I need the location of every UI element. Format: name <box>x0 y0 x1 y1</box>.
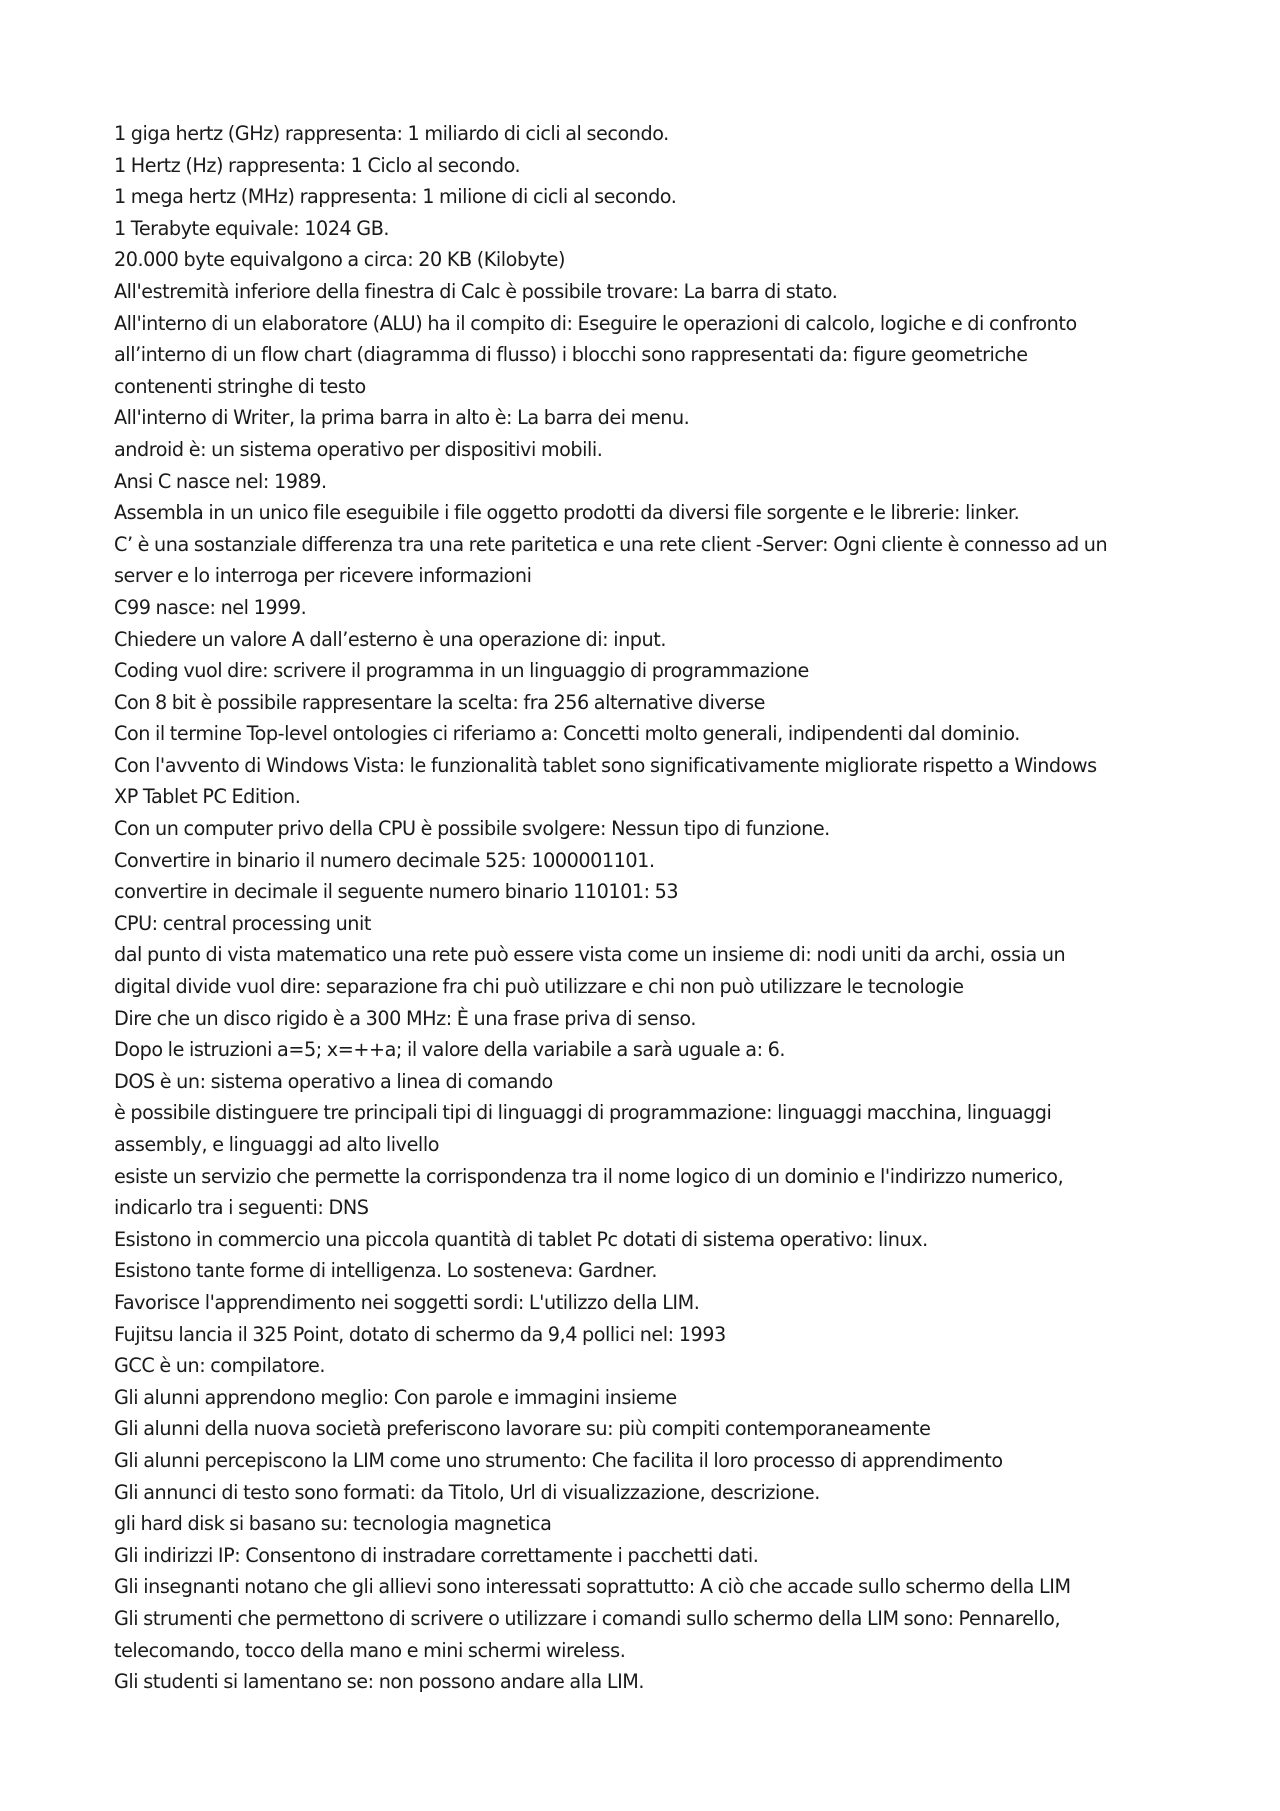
text-line: convertire in decimale il seguente numero binario 110101: 53 <box>114 880 679 904</box>
text-line: All'estremità inferiore della finestra di Calc è possibile trovare: La barra di stato. <box>114 279 838 303</box>
text-line: Coding vuol dire: scrivere il programma in un linguaggio di programmazione <box>114 659 809 683</box>
text-line: Fujitsu lancia il 325 Point, dotato di schermo da 9,4 pollici nel: 1993 <box>114 1322 726 1346</box>
text-line: contenenti stringhe di testo <box>114 374 366 398</box>
text-line: Gli studenti si lamentano se: non possono andare alla LIM. <box>114 1670 645 1694</box>
text-line: esiste un servizio che permette la corrispondenza tra il nome logico di un dominio e l'indirizzo numerico, <box>114 1164 1064 1188</box>
text-line: Gli insegnanti notano che gli allievi sono interessati soprattutto: A ciò che accade sullo schermo della LIM <box>114 1575 1071 1599</box>
text-line: Con un computer privo della CPU è possibile svolgere: Nessun tipo di funzione. <box>114 817 830 841</box>
text-line: GCC è un: compilatore. <box>114 1354 326 1378</box>
text-line: All'interno di un elaboratore (ALU) ha il compito di: Eseguire le operazioni di calcolo, logiche e di confronto <box>114 311 1077 335</box>
text-line: Dopo le istruzioni a=5; x=++a; il valore della variabile a sarà uguale a: 6. <box>114 1038 786 1062</box>
text-line: Con 8 bit è possibile rappresentare la scelta: fra 256 alternative diverse <box>114 690 766 714</box>
text-line: Assembla in un unico file eseguibile i file oggetto prodotti da diversi file sorgente e le librerie: linker. <box>114 501 1020 525</box>
text-line: Gli alunni della nuova società preferiscono lavorare su: più compiti contemporaneamente <box>114 1417 931 1441</box>
text-line: DOS è un: sistema operativo a linea di comando <box>114 1069 553 1093</box>
text-line: XP Tablet PC Edition. <box>114 785 301 809</box>
text-line: Gli annunci di testo sono formati: da Titolo, Url di visualizzazione, descrizione. <box>114 1480 820 1504</box>
text-line: Ansi C nasce nel: 1989. <box>114 469 327 493</box>
text-line: 1 giga hertz (GHz) rappresenta: 1 miliardo di cicli al secondo. <box>114 122 669 145</box>
text-line: indicarlo tra i seguenti: DNS <box>114 1196 369 1220</box>
text-line: Con il termine Top-level ontologies ci riferiamo a: Concetti molto generali, indipendenti dal dominio. <box>114 722 1020 746</box>
text-line: Esistono in commercio una piccola quantità di tablet Pc dotati di sistema operativo: linux. <box>114 1227 928 1251</box>
text-line: 1 mega hertz (MHz) rappresenta: 1 milione di cicli al secondo. <box>114 185 677 209</box>
text-line: android è: un sistema operativo per dispositivi mobili. <box>114 437 603 461</box>
text-line: Gli alunni apprendono meglio: Con parole e immagini insieme <box>114 1385 677 1409</box>
text-line: Favorisce l'apprendimento nei soggetti sordi: L'utilizzo della LIM. <box>114 1290 700 1314</box>
text-line: Con l'avvento di Windows Vista: le funzionalità tablet sono significativamente migliorate rispetto a Windows <box>114 753 1097 777</box>
text-line: all’interno di un flow chart (diagramma di flusso) i blocchi sono rappresentati da: figure geometriche <box>114 343 1028 367</box>
text-line: server e lo interroga per ricevere informazioni <box>114 564 532 588</box>
text-line: C99 nasce: nel 1999. <box>114 595 307 619</box>
text-line: Gli alunni percepiscono la LIM come uno strumento: Che facilita il loro processo di apprendimento <box>114 1448 1003 1472</box>
text-line: Gli strumenti che permettono di scrivere o utilizzare i comandi sullo schermo della LIM sono: Pennarello, <box>114 1606 1061 1630</box>
text-line: 1 Hertz (Hz) rappresenta: 1 Ciclo al secondo. <box>114 153 521 177</box>
text-line: è possibile distinguere tre principali tipi di linguaggi di programmazione: linguaggi macchina, linguaggi <box>114 1101 1052 1125</box>
text-line: telecomando, tocco della mano e mini schermi wireless. <box>114 1638 626 1662</box>
text-line: Esistono tante forme di intelligenza. Lo sosteneva: Gardner. <box>114 1259 658 1283</box>
text-line: digital divide vuol dire: separazione fra chi può utilizzare e chi non può utilizzare le tecnologie <box>114 975 964 999</box>
text-line: assembly, e linguaggi ad alto livello <box>114 1133 439 1156</box>
text-line: 1 Terabyte equivale: 1024 GB. <box>114 216 390 240</box>
text-line: 20.000 byte equivalgono a circa: 20 KB (Kilobyte) <box>114 248 566 272</box>
text-line: gli hard disk si basano su: tecnologia magnetica <box>114 1512 552 1536</box>
text-line: All'interno di Writer, la prima barra in alto è: La barra dei menu. <box>114 406 690 430</box>
text-line: Chiedere un valore A dall’esterno è una operazione di: input. <box>114 627 666 651</box>
text-line: Gli indirizzi IP: Consentono di instradare correttamente i pacchetti dati. <box>114 1543 759 1567</box>
text-line: dal punto di vista matematico una rete può essere vista come un insieme di: nodi uniti da archi, ossia un <box>114 943 1066 967</box>
text-line: CPU: central processing unit <box>114 911 371 935</box>
text-line: Convertire in binario il numero decimale 525: 1000001101. <box>114 848 655 872</box>
document-page <box>114 118 1174 1698</box>
text-line: C’ è una sostanziale differenza tra una rete paritetica e una rete client -Server: Ogni cliente è connesso ad un <box>114 532 1108 556</box>
text-line: Dire che un disco rigido è a 300 MHz: È una frase priva di senso. <box>114 1006 696 1030</box>
